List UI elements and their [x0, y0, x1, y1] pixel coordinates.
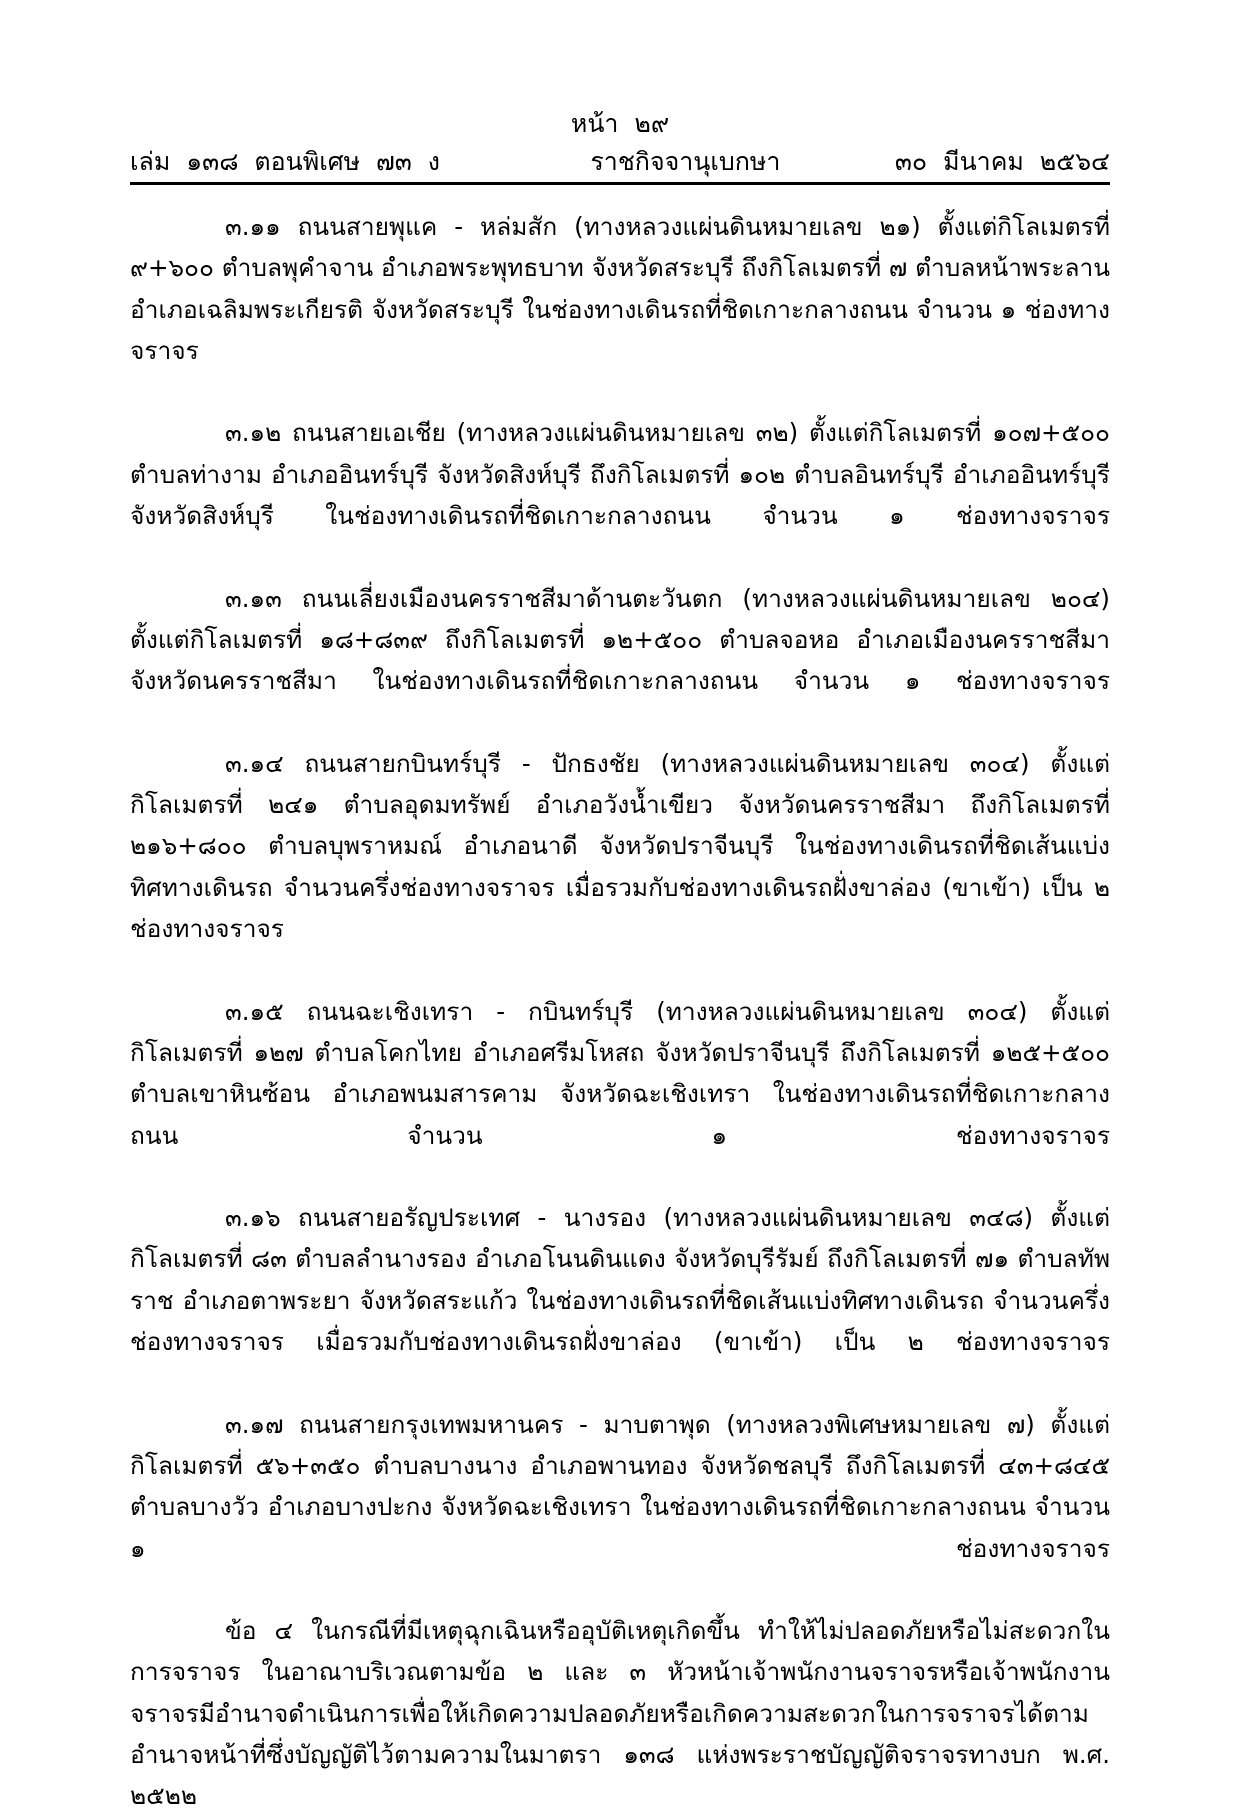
header-info-row [130, 145, 1110, 179]
paragraph-3-12: ๓.๑๒ ถนนสายเอเชีย (ทางหลวงแผ่นดินหมายเลข ๓๒) ตั้งแต่กิโลเมตรที่ ๑๐๗+๕๐๐ ตำบลท่างาม อำเภออินทร์บุรี จังหวัดสิงห์บุรี ถึงกิโลเมตรที่ ๑๐๒ ตำบลอินทร์บุรี อำเภออินทร์บุรี จังหวัดสิงห์บุรี ในช่องทางเดินรถที่ชิดเกาะกลางถนน จำนวน ๑ ช่องทางจราจร [130, 418, 1110, 531]
paragraph-clause-4: ข้อ ๔ ในกรณีที่มีเหตุฉุกเฉินหรืออุบัติเหตุเกิดขึ้น ทำให้ไม่ปลอดภัยหรือไม่สะดวกในการจราจร ในอาณาบริเวณตามข้อ ๒ และ ๓ หัวหน้าเจ้าพนักงานจราจรหรือเจ้าพนักงานจราจรมีอำนาจดำเนินการเพื่อให้เกิดความปลอดภัยหรือเกิดความสะดวกในการจราจรได้ตามอำนาจหน้าที่ซึ่งบัญญัติไว้ตามความในมาตรา ๑๓๘ แห่งพระราชบัญญัติจราจรทางบก พ.ศ. ๒๕๒๒ [130, 1616, 1110, 1811]
paragraph-3-17: ๓.๑๗ ถนนสายกรุงเทพมหานคร - มาบตาพุด (ทางหลวงพิเศษหมายเลข ๗) ตั้งแต่กิโลเมตรที่ ๕๖+๓๕๐ ตำบลบางนาง อำเภอพานทอง จังหวัดชลบุรี ถึงกิโลเมตรที่ ๔๓+๘๔๕ ตำบลบางวัว อำเภอบางปะกง จังหวัดฉะเชิงเทรา ในช่องทางเดินรถที่ชิดเกาะกลางถนน จำนวน ๑ ช่องทางจราจร [130, 1409, 1110, 1563]
publication-title: ราชกิจจานุเบกษา [590, 146, 781, 176]
publication-date: ๓๐ มีนาคม ๒๕๖๔ [894, 146, 1110, 176]
paragraph-3-16: ๓.๑๖ ถนนสายอรัญประเทศ - นางรอง (ทางหลวงแผ่นดินหมายเลข ๓๔๘) ตั้งแต่กิโลเมตรที่ ๘๓ ตำบลลำนางรอง อำเภอโนนดินแดง จังหวัดบุรีรัมย์ ถึงกิโลเมตรที่ ๗๑ ตำบลทัพราช อำเภอตาพระยา จังหวัดสระแก้ว ในช่องทางเดินรถที่ชิดเส้นแบ่งทิศทางเดินรถ จำนวนครึ่งช่องทางจราจร เมื่อรวมกับช่องทางเดินรถฝั่งขาล่อง (ขาเข้า) เป็น ๒ ช่องทางจราจร [130, 1203, 1110, 1357]
page-number-label: หน้า ๒๙ [570, 109, 670, 138]
document-body [130, 206, 1110, 1817]
paragraph-3-15: ๓.๑๕ ถนนฉะเชิงเทรา - กบินทร์บุรี (ทางหลวงแผ่นดินหมายเลข ๓๐๔) ตั้งแต่กิโลเมตรที่ ๑๒๗ ตำบลโคกไทย อำเภอศรีมโหสถ จังหวัดปราจีนบุรี ถึงกิโลเมตรที่ ๑๒๕+๕๐๐ ตำบลเขาหินซ้อน อำเภอพนมสารคาม จังหวัดฉะเชิงเทรา ในช่องทางเดินรถที่ชิดเกาะกลางถนน จำนวน ๑ ช่องทางจราจร [130, 996, 1110, 1150]
volume-issue-label: เล่ม ๑๓๘ ตอนพิเศษ ๗๓ ง [130, 146, 440, 176]
paragraph-3-14: ๓.๑๔ ถนนสายกบินทร์บุรี - ปักธงชัย (ทางหลวงแผ่นดินหมายเลข ๓๐๔) ตั้งแต่กิโลเมตรที่ ๒๔๑ ตำบลอุดมทรัพย์ อำเภอวังน้ำเขียว จังหวัดนครราชสีมา ถึงกิโลเมตรที่ ๒๑๖+๘๐๐ ตำบลบุพราหมณ์ อำเภอนาดี จังหวัดปราจีนบุรี ในช่องทางเดินรถที่ชิดเส้นแบ่งทิศทางเดินรถ จำนวนครึ่งช่องทางจราจร เมื่อรวมกับช่องทางเดินรถฝั่งขาล่อง (ขาเข้า) เป็น ๒ ช่องทางจราจร [130, 748, 1110, 944]
paragraph-3-11: ๓.๑๑ ถนนสายพุแค - หล่มสัก (ทางหลวงแผ่นดินหมายเลข ๒๑) ตั้งแต่กิโลเมตรที่ ๙+๖๐๐ ตำบลพุคำจาน อำเภอพระพุทธบาท จังหวัดสระบุรี ถึงกิโลเมตรที่ ๗ ตำบลหน้าพระลาน อำเภอเฉลิมพระเกียรติ จังหวัดสระบุรี ในช่องทางเดินรถที่ชิดเกาะกลางถนน จำนวน ๑ ช่องทางจราจร [130, 212, 1110, 365]
paragraph-3-13: ๓.๑๓ ถนนเลี่ยงเมืองนครราชสีมาด้านตะวันตก (ทางหลวงแผ่นดินหมายเลข ๒๐๔) ตั้งแต่กิโลเมตรที่ ๑๘+๘๓๙ ถึงกิโลเมตรที่ ๑๒+๕๐๐ ตำบลจอหอ อำเภอเมืองนครราชสีมา จังหวัดนครราชสีมา ในช่องทางเดินรถที่ชิดเกาะกลางถนน จำนวน ๑ ช่องทางจราจร [130, 583, 1110, 696]
page-header [130, 108, 1110, 178]
header-divider-rule [130, 182, 1110, 185]
